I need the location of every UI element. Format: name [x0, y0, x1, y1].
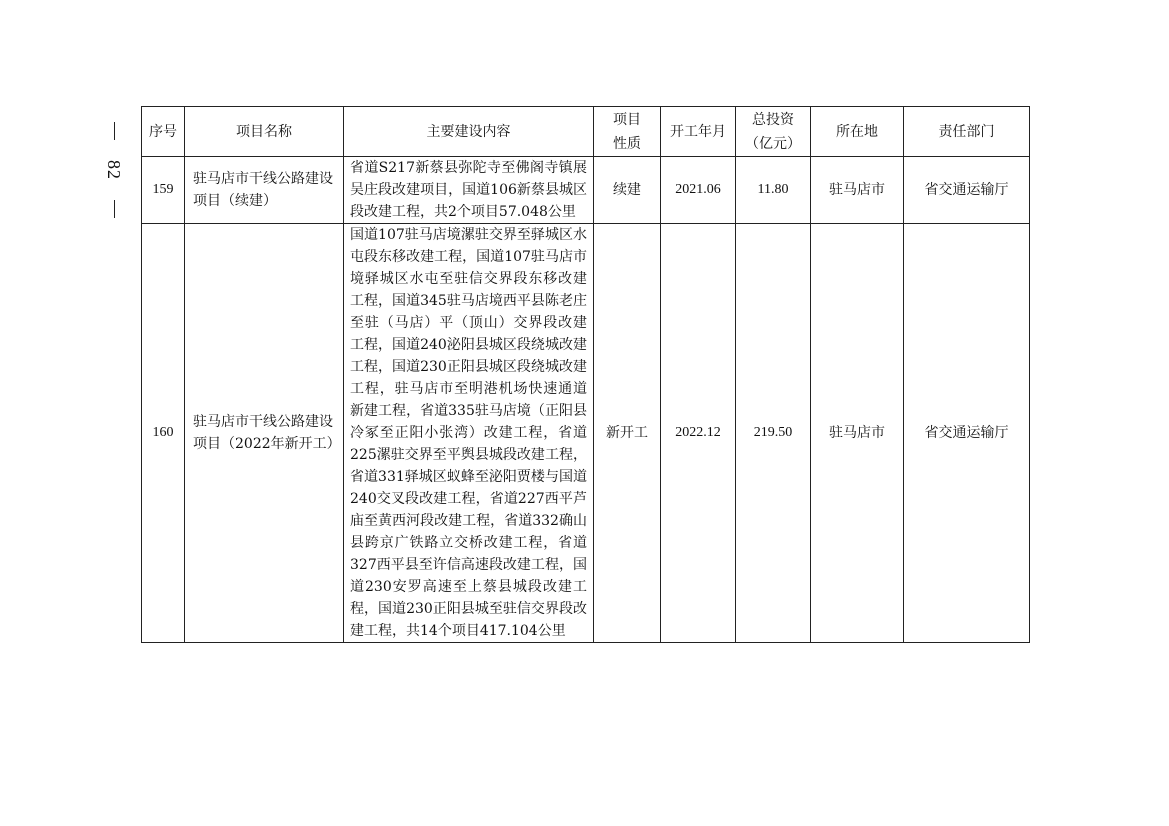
cell-nature: 新开工: [594, 224, 661, 643]
header-dept: 责任部门: [904, 107, 1030, 157]
page-number-text: 82: [104, 160, 124, 180]
header-seq: 序号: [142, 107, 185, 157]
cell-nature: 续建: [594, 157, 661, 224]
header-nature-line1: 项目: [613, 111, 641, 128]
cell-dept: 省交通运输厅: [904, 157, 1030, 224]
cell-start: 2022.12: [661, 224, 736, 643]
cell-seq: 159: [142, 157, 185, 224]
cell-content: 国道107驻马店境漯驻交界至驿城区水屯段东移改建工程，国道107驻马店市境驿城区水屯至驻信交界段东移改建工程，国道345驻马店境西平县陈老庄至驻（马店）平（顶山）交界段改建工程，国道240泌阳县城区段绕城改建工程，国道230正阳县城区段绕城改建工程，驻马店市至明港机场快速通道新建工程，省道335驻马店境（正阳县冷冢至正阳小张湾）改建工程，省道225漯驻交界至平舆县城段改建工程，省道331驿城区蚁蜂至泌阳贾楼与国道240交叉段改建工程，省道227西平芦庙至黄西河段改建工程，省道332确山县跨京广铁路立交桥改建工程，省道327西平县至许信高速段改建工程，国道230安罗高速至上蔡县城段改建工程，国道230正阳县城至驻信交界段改建工程，共14个项目417.104公里: [344, 224, 594, 643]
header-name: 项目名称: [185, 107, 344, 157]
table-row: [142, 157, 1030, 224]
cell-investment: 219.50: [736, 224, 811, 643]
cell-location: 驻马店市: [811, 157, 904, 224]
header-investment-line1: 总投资: [752, 111, 794, 128]
cell-name: 驻马店市干线公路建设项目（续建）: [185, 157, 344, 224]
header-content: 主要建设内容: [344, 107, 594, 157]
header-investment: [736, 107, 811, 157]
cell-name: 驻马店市干线公路建设项目（2022年新开工）: [185, 224, 344, 643]
header-nature-line2: 性质: [613, 135, 641, 152]
table-row: [142, 224, 1030, 643]
page-number: [101, 122, 127, 218]
cell-content: 省道S217新蔡县弥陀寺至佛阁寺镇展吴庄段改建项目，国道106新蔡县城区段改建工程，共2个项目57.048公里: [344, 157, 594, 224]
page-number-dash-bottom: [114, 200, 115, 218]
header-investment-line2: （亿元）: [745, 135, 801, 152]
cell-seq: 160: [142, 224, 185, 643]
header-nature: [594, 107, 661, 157]
cell-dept: 省交通运输厅: [904, 224, 1030, 643]
page-number-dash-top: [114, 122, 115, 140]
cell-investment: 11.80: [736, 157, 811, 224]
table-header-row: [142, 107, 1030, 157]
header-location: 所在地: [811, 107, 904, 157]
project-table: [141, 106, 1030, 643]
header-start: 开工年月: [661, 107, 736, 157]
cell-location: 驻马店市: [811, 224, 904, 643]
cell-start: 2021.06: [661, 157, 736, 224]
